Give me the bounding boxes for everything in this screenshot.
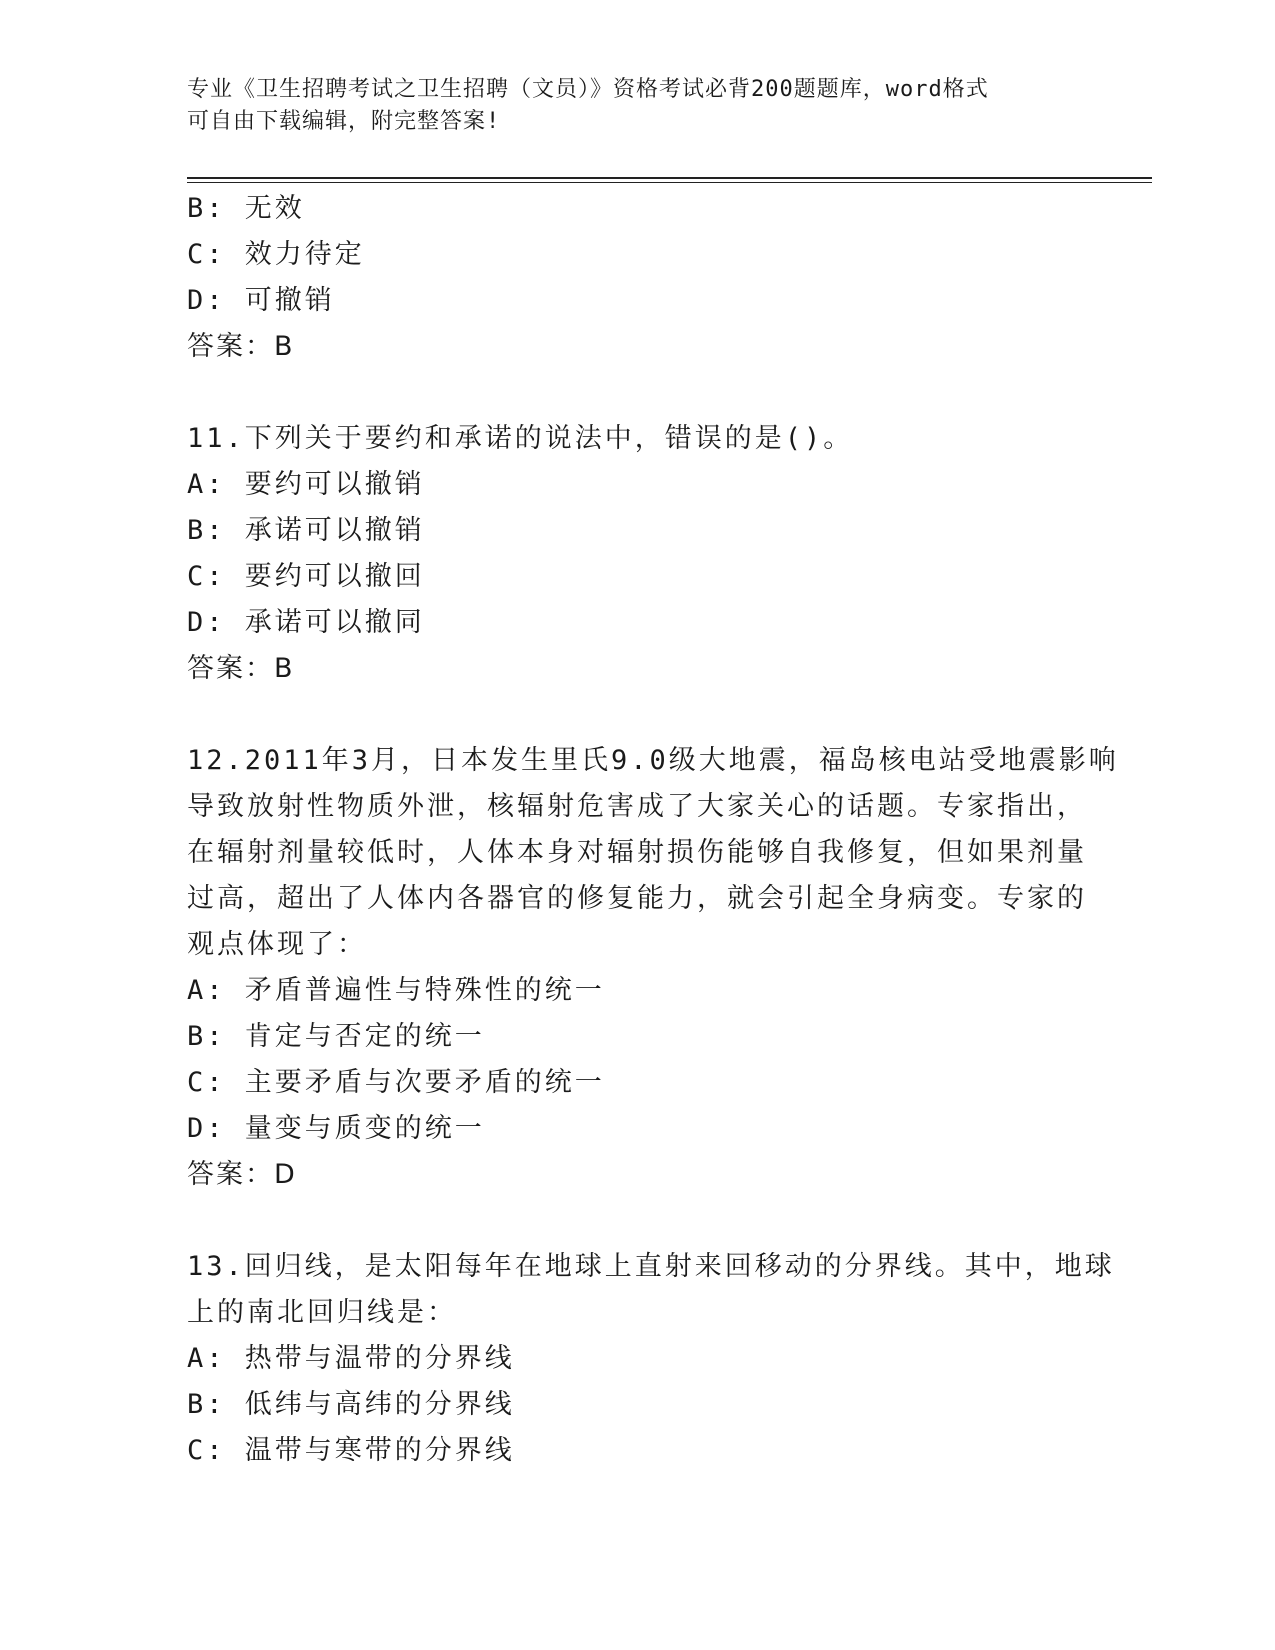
question-text-line: 导致放射性物质外泄，核辐射危害成了大家关心的话题。专家指出， [187, 791, 1087, 822]
question-block [187, 416, 1087, 692]
question-text-line: 11.下列关于要约和承诺的说法中，错误的是()。 [187, 423, 854, 454]
block-spacer [187, 692, 1087, 738]
question-text-line: 13.回归线，是太阳每年在地球上直射来回移动的分界线。其中，地球 [187, 1251, 1115, 1282]
answer-key: 答案：B [187, 331, 295, 362]
answer-option: B: 肯定与否定的统一 [187, 1021, 485, 1052]
header-title-line-2: 可自由下载编辑，附完整答案! [187, 109, 501, 134]
document-header [187, 74, 1067, 138]
answer-option: B: 无效 [187, 193, 305, 224]
answer-option: C: 要约可以撤回 [187, 561, 425, 592]
question-block [187, 186, 1087, 370]
answer-option: C: 效力待定 [187, 239, 365, 270]
answer-option: A: 要约可以撤销 [187, 469, 425, 500]
question-text-line: 12.2011年3月，日本发生里氏9.0级大地震，福岛核电站受地震影响 [187, 745, 1119, 776]
answer-option: D: 可撤销 [187, 285, 335, 316]
answer-option: B: 承诺可以撤销 [187, 515, 425, 546]
question-list [187, 186, 1119, 1474]
question-text-line: 观点体现了： [187, 929, 367, 960]
answer-option: B: 低纬与高纬的分界线 [187, 1389, 515, 1420]
block-spacer [187, 1198, 1087, 1244]
answer-key: 答案：D [187, 1159, 297, 1190]
header-title-line-1: 专业《卫生招聘考试之卫生招聘（文员）》资格考试必背200题题库，word格式 [187, 77, 989, 102]
answer-option: D: 承诺可以撤同 [187, 607, 425, 638]
answer-key: 答案：B [187, 653, 295, 684]
question-text-line: 过高，超出了人体内各器官的修复能力，就会引起全身病变。专家的 [187, 883, 1087, 914]
block-spacer [187, 370, 1087, 416]
answer-option: D: 量变与质变的统一 [187, 1113, 485, 1144]
answer-option: C: 温带与寒带的分界线 [187, 1435, 515, 1466]
question-text-line: 上的南北回归线是： [187, 1297, 457, 1328]
question-block [187, 1244, 1115, 1474]
answer-option: A: 热带与温带的分界线 [187, 1343, 515, 1374]
question-text-line: 在辐射剂量较低时，人体本身对辐射损伤能够自我修复，但如果剂量 [187, 837, 1087, 868]
header-divider [187, 177, 1152, 183]
question-block [187, 738, 1119, 1198]
answer-option: C: 主要矛盾与次要矛盾的统一 [187, 1067, 605, 1098]
answer-option: A: 矛盾普遍性与特殊性的统一 [187, 975, 605, 1006]
